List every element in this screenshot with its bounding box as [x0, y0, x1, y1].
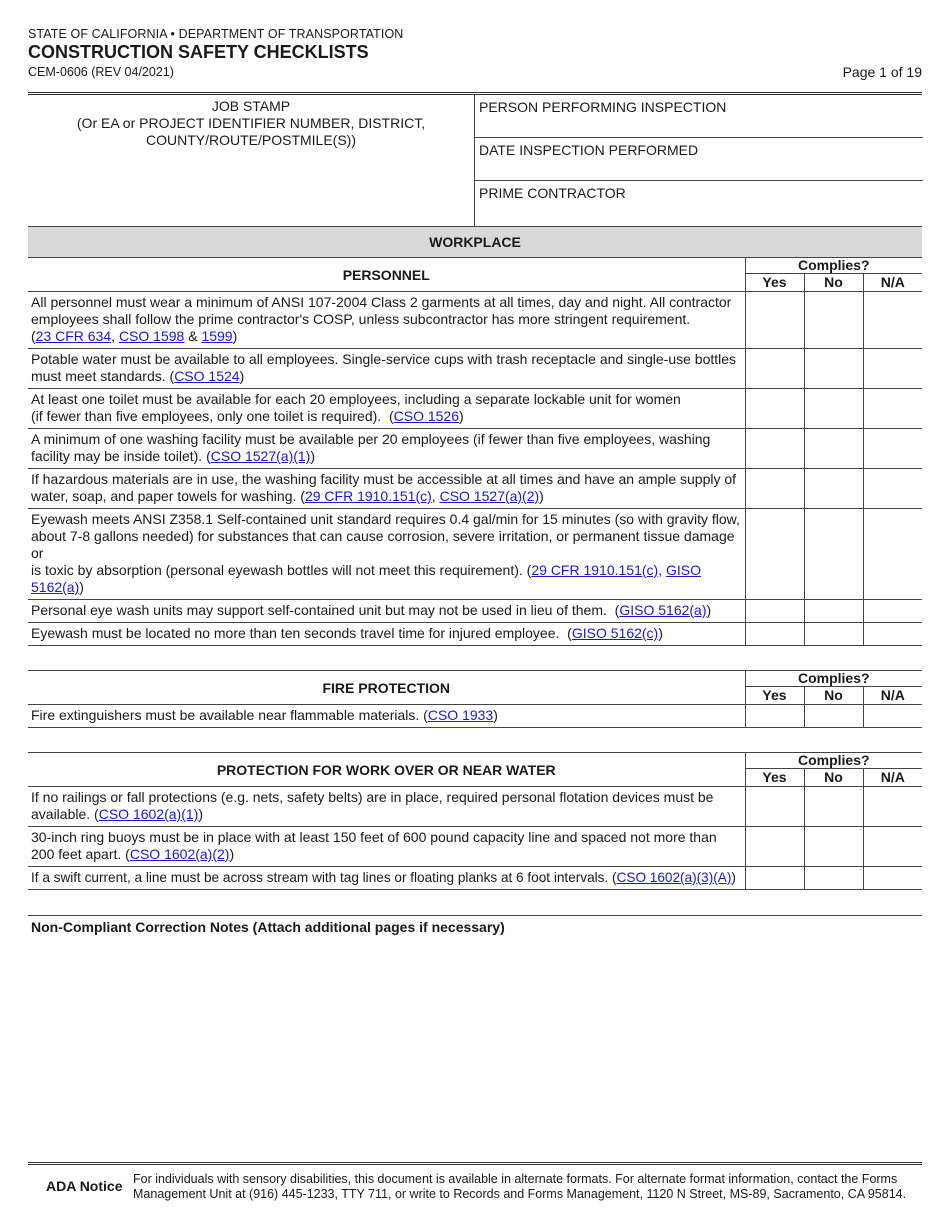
yes-checkbox[interactable] — [745, 292, 804, 349]
na-checkbox[interactable] — [863, 787, 922, 827]
no-checkbox[interactable] — [804, 509, 863, 600]
checklist-row — [28, 600, 922, 623]
form-title: CONSTRUCTION SAFETY CHECKLISTS — [28, 42, 369, 62]
date-inspection-label: DATE INSPECTION PERFORMED — [479, 142, 699, 158]
reference-link[interactable]: CSO 1527(a)(2) — [439, 488, 540, 504]
no-checkbox[interactable] — [804, 600, 863, 623]
checklist-item-text: Personal eye wash units may support self-contained unit but may not be used in lieu of them. (GISO 5162(a)) — [28, 600, 745, 623]
reference-link[interactable]: CSO 1933 — [427, 707, 494, 723]
checklist-item-text: If hazardous materials are in use, the washing facility must be accessible at all times and have an ample supply of water, soap, and paper towels for washing. (29 CFR 1910.151(c), CSO 1527(a)(2)) — [28, 469, 745, 509]
form-page — [28, 0, 922, 935]
reference-link[interactable]: 1599 — [201, 328, 233, 344]
no-checkbox[interactable] — [804, 705, 863, 728]
yes-column-header: Yes — [745, 274, 804, 292]
na-checkbox[interactable] — [863, 469, 922, 509]
workplace-section-header: WORKPLACE — [28, 227, 922, 258]
checklist-item-text: 30-inch ring buoys must be in place with at least 150 feet of 600 pound capacity line and spaced not more than 200 feet apart. (CSO 1602(a)(2)) — [28, 827, 745, 867]
checklist-item-text: Eyewash must be located no more than ten seconds travel time for injured employee. (GISO 5162(c)) — [28, 623, 745, 646]
checklist-item-text: All personnel must wear a minimum of ANSI 107-2004 Class 2 garments at all times, day and night. All contractor employees shall follow the prime contractor's COSP, unless subcontractor has more stringent requirement. (23 CFR 634, CSO 1598 & 1599) — [28, 292, 745, 349]
date-inspection-field[interactable] — [475, 138, 923, 181]
correction-notes-label: Non-Compliant Correction Notes (Attach additional pages if necessary) — [28, 915, 922, 935]
reference-link[interactable]: 29 CFR 1910.151(c) — [304, 488, 432, 504]
yes-checkbox[interactable] — [745, 867, 804, 890]
checklist-item-text: If a swift current, a line must be across stream with tag lines or floating planks at 6 foot intervals. (CSO 1602(a)(3)(A)) — [28, 867, 745, 890]
no-checkbox[interactable] — [804, 827, 863, 867]
ada-notice-text: For individuals with sensory disabilities, this document is available in alternate formats. For alternate format information, contact the Forms Management Unit at (916) 445-1233, TTY 711, or write to Records and Forms Management, 1120 N Street, MS-89, Sacramento, CA 95814. — [133, 1172, 907, 1201]
prime-contractor-field[interactable] — [475, 181, 923, 224]
personnel-title: PERSONNEL — [28, 258, 745, 292]
reference-link[interactable]: 29 CFR 1910.151(c) — [531, 562, 659, 578]
complies-header: Complies? — [745, 258, 922, 274]
ada-notice-footer — [28, 1162, 922, 1205]
checklist-row — [28, 349, 922, 389]
checklist-item-text: Potable water must be available to all employees. Single-service cups with trash receptacle and single-use bottles must meet standards. (CSO 1524) — [28, 349, 745, 389]
yes-checkbox[interactable] — [745, 623, 804, 646]
job-stamp-sublabel-1: (Or EA or PROJECT IDENTIFIER NUMBER, DISTRICT, — [76, 115, 426, 131]
checklist-row — [28, 429, 922, 469]
yes-checkbox[interactable] — [745, 787, 804, 827]
reference-link[interactable]: GISO 5162(a) — [619, 602, 707, 618]
no-checkbox[interactable] — [804, 389, 863, 429]
checklist-row — [28, 705, 922, 728]
checklist-item-text: At least one toilet must be available for each 20 employees, including a separate lockable unit for women (if fewer than five employees, only one toilet is required). (CSO 1526) — [28, 389, 745, 429]
reference-link[interactable]: CSO 1598 — [118, 328, 185, 344]
no-column-header: No — [804, 274, 863, 292]
person-performing-inspection-field[interactable] — [475, 95, 923, 138]
yes-checkbox[interactable] — [745, 389, 804, 429]
job-stamp-sublabel-2: COUNTY/ROUTE/POSTMILE(S)) — [145, 132, 356, 148]
fire-protection-table — [28, 670, 922, 728]
yes-checkbox[interactable] — [745, 827, 804, 867]
no-checkbox[interactable] — [804, 349, 863, 389]
form-header — [28, 0, 922, 92]
checklist-row — [28, 827, 922, 867]
reference-link[interactable]: CSO 1602(a)(2) — [129, 846, 230, 862]
no-checkbox[interactable] — [804, 623, 863, 646]
form-number: CEM-0606 (REV 04/2021) — [28, 65, 174, 79]
yes-checkbox[interactable] — [745, 429, 804, 469]
na-checkbox[interactable] — [863, 349, 922, 389]
na-checkbox[interactable] — [863, 623, 922, 646]
na-checkbox[interactable] — [863, 429, 922, 469]
job-stamp-label: JOB STAMP — [211, 98, 291, 114]
yes-checkbox[interactable] — [745, 509, 804, 600]
na-column-header: N/A — [863, 769, 922, 787]
reference-link[interactable]: 23 CFR 634 — [35, 328, 112, 344]
yes-column-header: Yes — [745, 769, 804, 787]
checklist-row — [28, 389, 922, 429]
na-checkbox[interactable] — [863, 827, 922, 867]
no-column-header: No — [804, 769, 863, 787]
reference-link[interactable]: CSO 1527(a)(1) — [210, 448, 311, 464]
complies-header: Complies? — [745, 671, 922, 687]
checklist-item-text: A minimum of one washing facility must be available per 20 employees (if fewer than five employees, washing facility may be inside toilet). (CSO 1527(a)(1)) — [28, 429, 745, 469]
yes-column-header: Yes — [745, 687, 804, 705]
yes-checkbox[interactable] — [745, 349, 804, 389]
no-column-header: No — [804, 687, 863, 705]
checklist-row — [28, 509, 922, 600]
reference-link[interactable]: CSO 1524 — [174, 368, 240, 384]
checklist-row — [28, 623, 922, 646]
na-checkbox[interactable] — [863, 509, 922, 600]
water-protection-table — [28, 752, 922, 890]
page-number: Page 1 of 19 — [842, 64, 922, 80]
inspection-info — [474, 95, 923, 226]
yes-checkbox[interactable] — [745, 705, 804, 728]
na-column-header: N/A — [863, 687, 922, 705]
yes-checkbox[interactable] — [745, 600, 804, 623]
reference-link[interactable]: CSO 1602(a)(3)(A) — [616, 870, 732, 885]
checklist-row — [28, 469, 922, 509]
personnel-table — [28, 258, 922, 646]
no-checkbox[interactable] — [804, 867, 863, 890]
na-checkbox[interactable] — [863, 867, 922, 890]
prime-contractor-label: PRIME CONTRACTOR — [479, 185, 626, 201]
reference-link[interactable]: CSO 1602(a)(1) — [98, 806, 199, 822]
agency-name: STATE OF CALIFORNIA • DEPARTMENT OF TRANSPORTATION — [28, 27, 404, 41]
checklist-row — [28, 292, 922, 349]
na-checkbox[interactable] — [863, 705, 922, 728]
reference-link[interactable]: GISO 5162(a) — [31, 562, 701, 595]
checklist-row — [28, 867, 922, 890]
person-performing-inspection-label: PERSON PERFORMING INSPECTION — [479, 99, 727, 115]
na-column-header: N/A — [863, 274, 922, 292]
no-checkbox[interactable] — [804, 292, 863, 349]
yes-checkbox[interactable] — [745, 469, 804, 509]
checklist-row — [28, 787, 922, 827]
reference-link[interactable]: GISO 5162(c) — [571, 625, 659, 641]
checklist-item-text: Eyewash meets ANSI Z358.1 Self-contained unit standard requires 0.4 gal/min for 15 minutes (so with gravity flow, about 7-8 gallons needed) for substances that can cause corrosion, severe irritation, or permanent tissue damage or is toxic by absorption (personal eyewash bottles will not meet this requirement). (29 CFR 1910.151(c), GISO 5162(a)) — [28, 509, 745, 600]
na-checkbox[interactable] — [863, 292, 922, 349]
checklist-item-text: If no railings or fall protections (e.g. nets, safety belts) are in place, required personal flotation devices must be available. (CSO 1602(a)(1)) — [28, 787, 745, 827]
ada-notice-label: ADA Notice — [46, 1178, 123, 1194]
fire-protection-title: FIRE PROTECTION — [28, 671, 745, 705]
na-checkbox[interactable] — [863, 600, 922, 623]
job-stamp-area[interactable] — [28, 95, 474, 226]
na-checkbox[interactable] — [863, 389, 922, 429]
complies-header: Complies? — [745, 753, 922, 769]
job-stamp-block — [28, 92, 922, 227]
no-checkbox[interactable] — [804, 469, 863, 509]
water-protection-title: PROTECTION FOR WORK OVER OR NEAR WATER — [28, 753, 745, 787]
reference-link[interactable]: CSO 1526 — [393, 408, 459, 424]
no-checkbox[interactable] — [804, 787, 863, 827]
no-checkbox[interactable] — [804, 429, 863, 469]
checklist-item-text: Fire extinguishers must be available near flammable materials. (CSO 1933) — [28, 705, 745, 728]
